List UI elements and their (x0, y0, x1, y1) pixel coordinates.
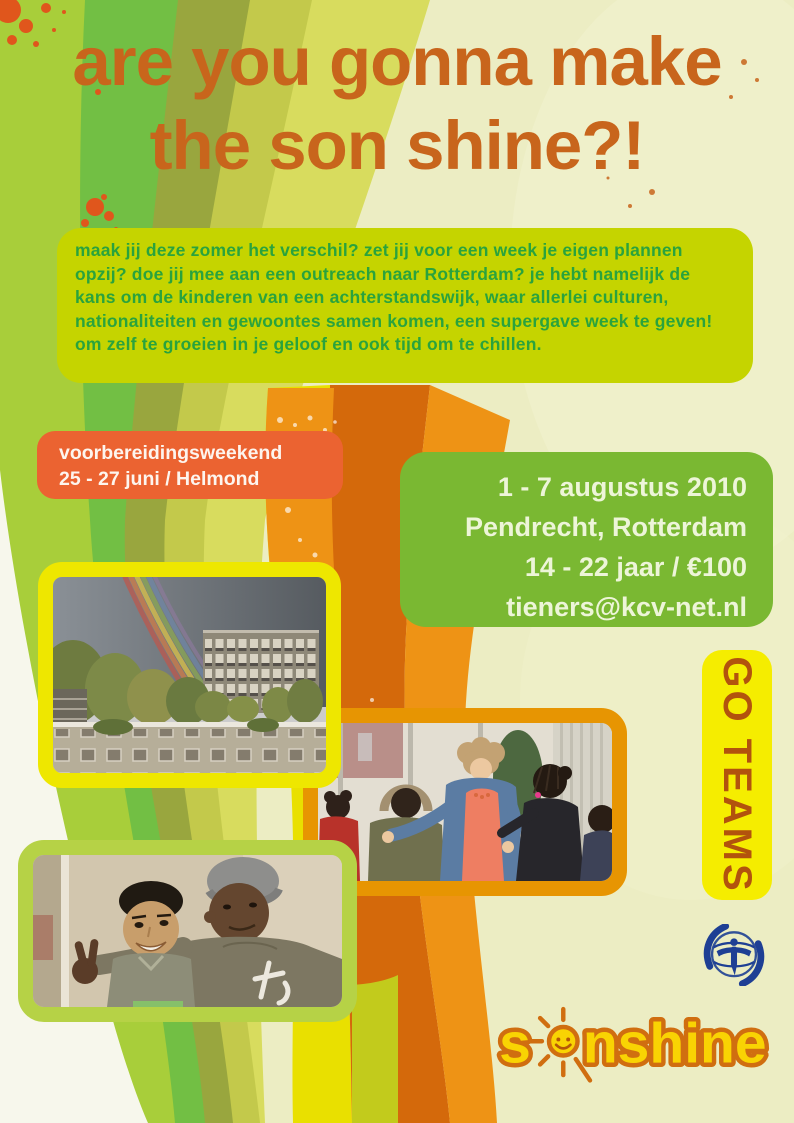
photo-two-boys (18, 840, 357, 1022)
go-teams-label: GO TEAMS (715, 656, 759, 894)
photo-rainbow-flats-image (53, 577, 326, 773)
event-details-box (400, 452, 773, 627)
globe-cross-icon (700, 924, 768, 986)
sonshine-logo-art (492, 993, 786, 1085)
event-dates: 1 - 7 augustus 2010 (497, 472, 747, 502)
prep-weekend-box (37, 431, 343, 499)
title-line-1: are you gonna make (72, 23, 722, 100)
event-location: Pendrecht, Rotterdam (464, 512, 747, 542)
event-email: tieners@kcv-net.nl (506, 592, 747, 622)
title-line-2: the son shine?! (149, 107, 645, 184)
prep-weekend-date-location: 25 - 27 juni / Helmond (59, 468, 260, 490)
prep-weekend-title: voorbereidingsweekend (59, 442, 283, 464)
sonshine-logo (492, 993, 786, 1085)
intro-paragraph: maak jij deze zomer het verschil? zet jij voor een week je eigen plannen opzij? doe jij mee aan een outreach naar Rotterdam? je hebt namelijk de kans om de kinderen van een achterstandswijk, waar allerlei culturen, nationaliteiten en gewoontes samen komen, een supergave week te geven! om zelf te groeien in je geloof en ook tijd om te chillen. (75, 240, 713, 354)
sun-icon (531, 1009, 590, 1080)
kcv-globe-cross-logo (700, 924, 768, 986)
poster-title (0, 20, 794, 188)
photo-rainbow-flats (38, 562, 341, 788)
event-age-price: 14 - 22 jaar / €100 (524, 552, 747, 582)
go-teams-badge (702, 650, 772, 900)
sonshine-text-s: s (499, 1011, 531, 1076)
photo-volunteer-hug-image (318, 723, 612, 881)
intro-text-block (57, 228, 753, 383)
sonshine-text-nshine: nshine (582, 1011, 767, 1076)
photo-two-boys-image (33, 855, 342, 1007)
